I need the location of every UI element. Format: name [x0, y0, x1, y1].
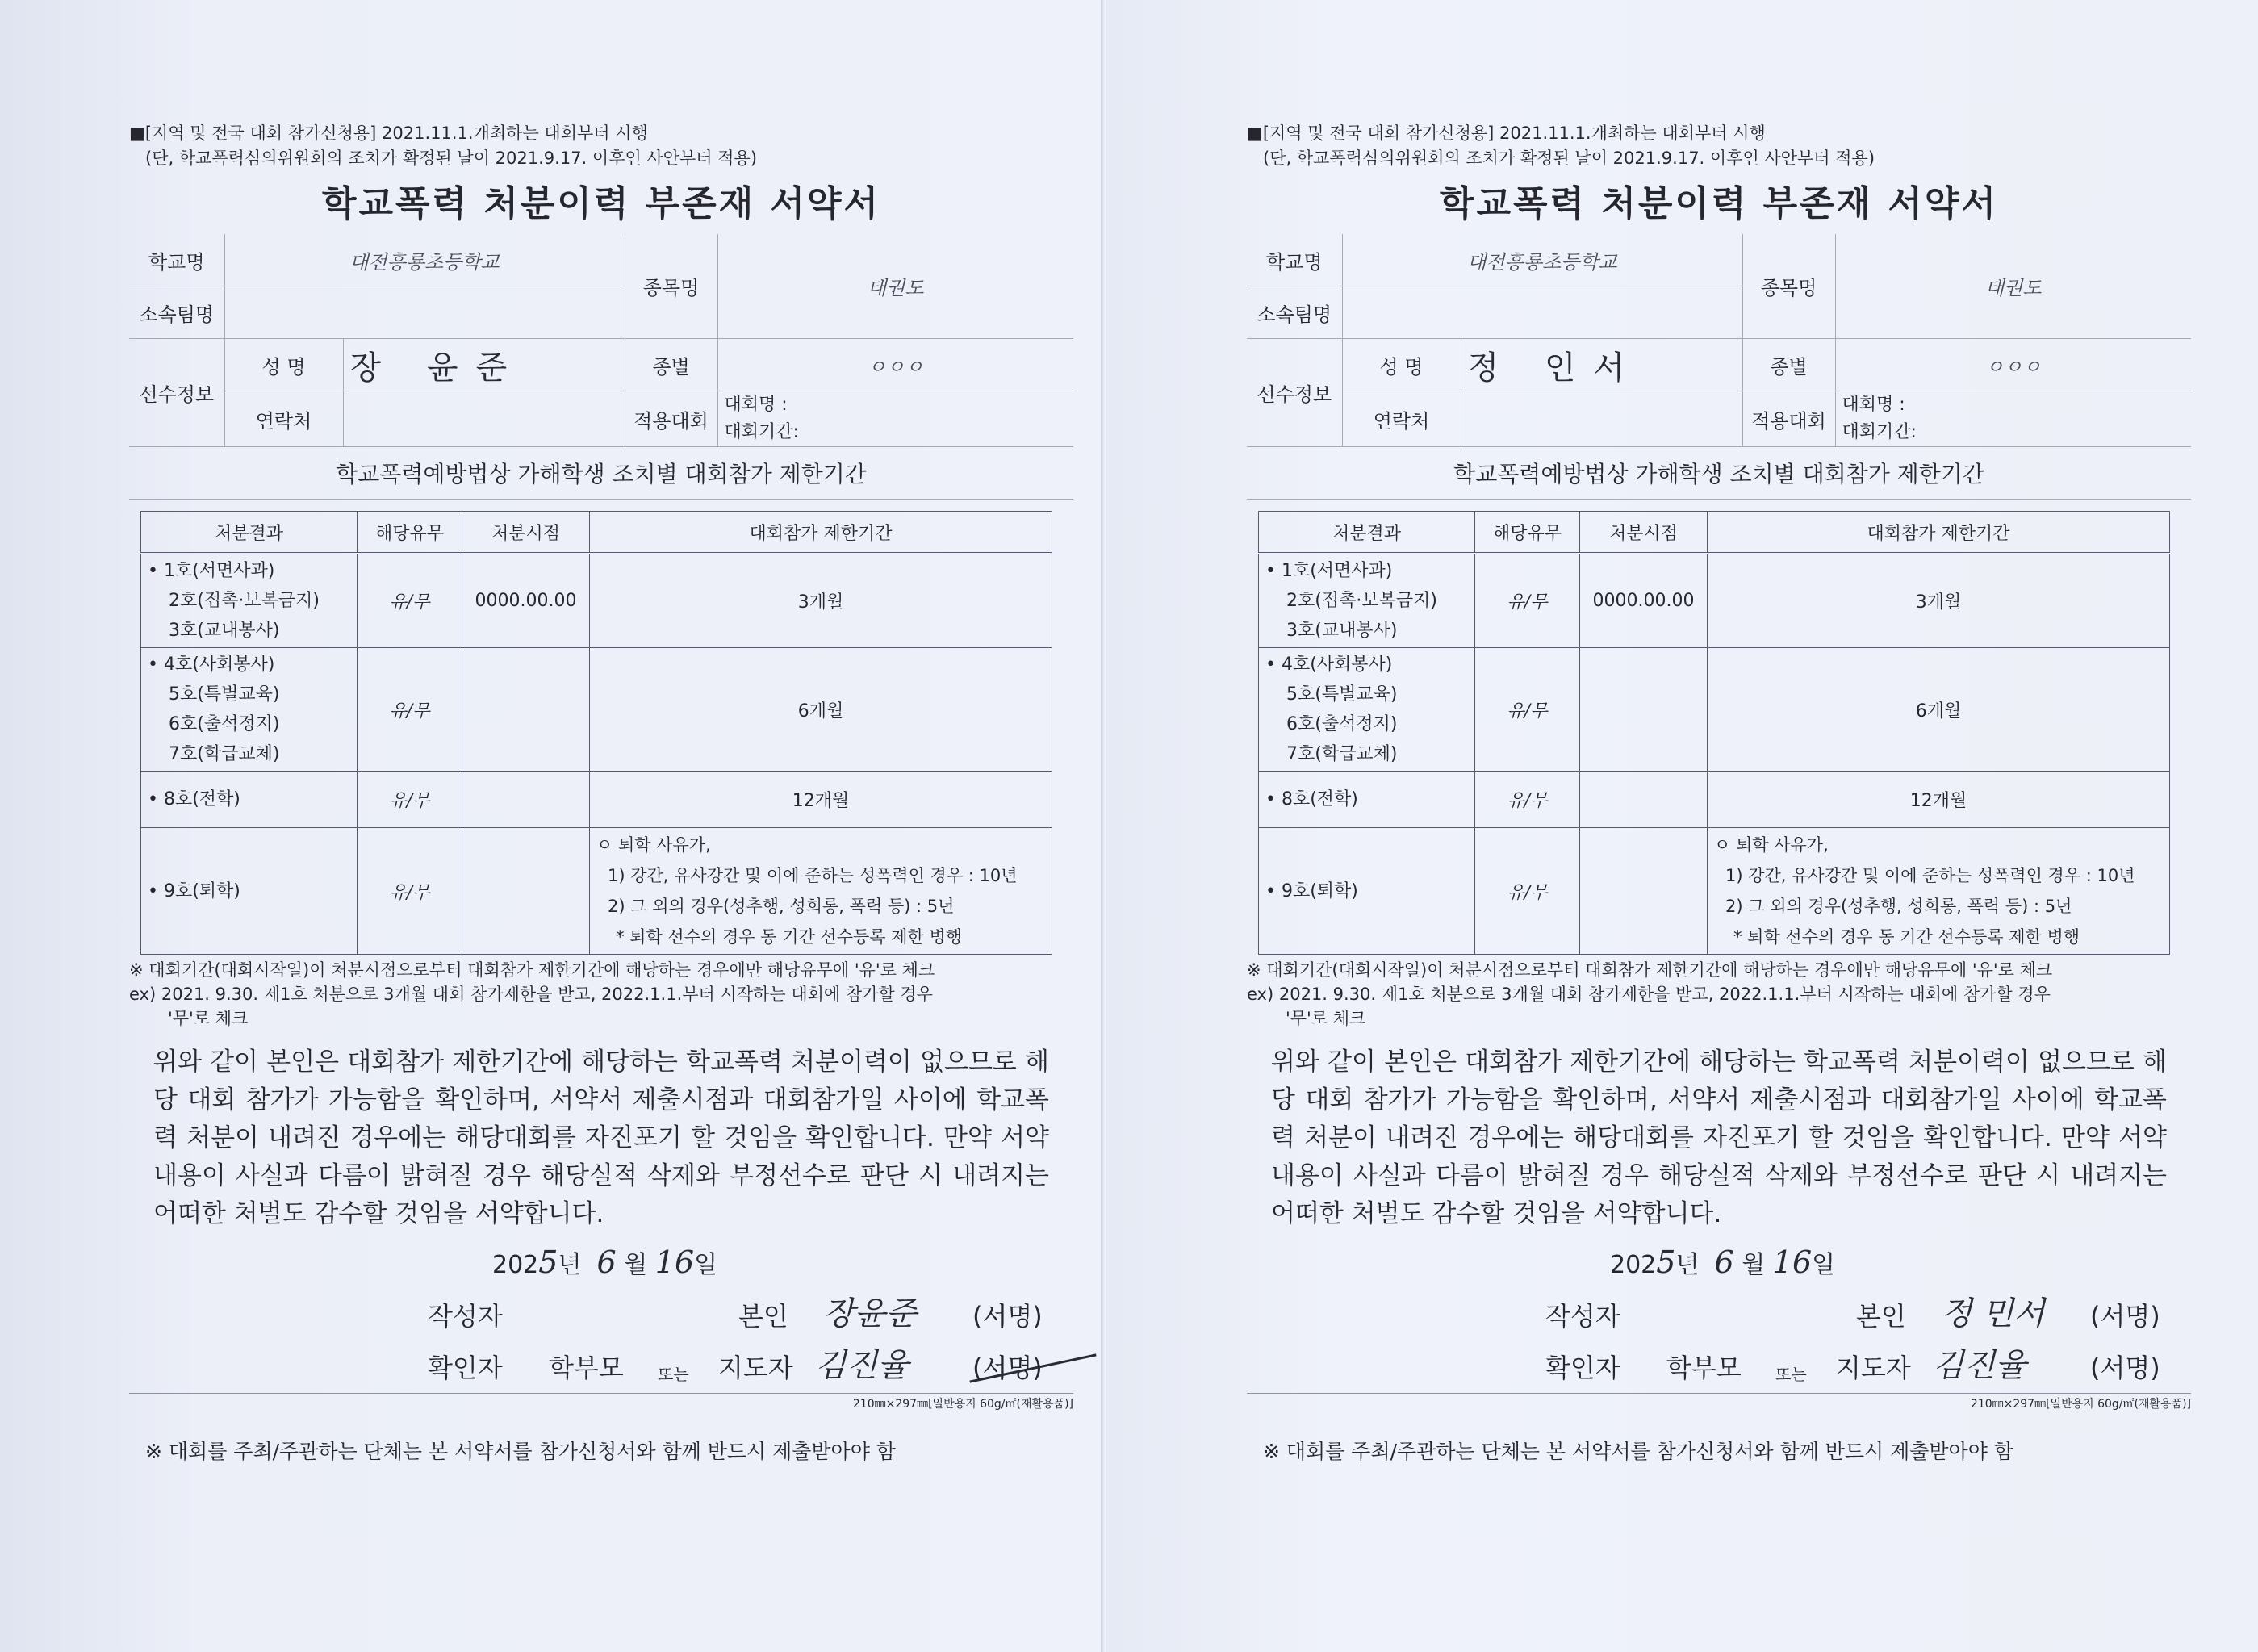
- disposition-item: 7호(학급교체): [1286, 744, 1398, 764]
- note-line: ※ 대회기간(대회시작일)이 처분시점으로부터 대회참가 제한기간에 해당하는 경우에만 해당유무에 '유'로 체크: [129, 960, 935, 980]
- detail-line: ㅇ 퇴학 사유가,: [596, 835, 711, 855]
- confirmer-row: [1247, 1340, 2191, 1386]
- disposition-item: • 4호(사회봉사): [1265, 655, 1393, 675]
- school-value: 대전흥룡초등학교: [1342, 234, 1742, 286]
- restriction-subtitle: 학교폭력예방법상 가해학생 조치별 대회참가 제한기간: [129, 447, 1073, 500]
- event-value: 태권도: [1835, 234, 2191, 339]
- self-signature: 장윤준: [823, 1295, 917, 1332]
- table-row: [141, 648, 1052, 772]
- table-row: [141, 772, 1052, 828]
- disposition-item: 7호(학급교체): [169, 744, 280, 764]
- applicable-mark: 유/무: [1475, 772, 1580, 828]
- player-info-label: 선수정보: [129, 339, 224, 447]
- year-handwritten: 5: [538, 1244, 558, 1280]
- column-header: 대회참가 제한기간: [590, 512, 1052, 554]
- pledge-body: 위와 같이 본인은 대회참가 제한기간에 해당하는 학교폭력 처분이력이 없으므로 해당 대회 참가가 가능함을 확인하며, 서약서 제출시점과 대회참가일 사이에 학교폭력 처분이 내려진 경우에는 해당대회를 자진포기 할 것임을 확인합니다. 만약 서약내용이 사실과 다름이 밝혀질 경우 해당실적 삭제와 부정선수로 판단 시 내려지는 어떠한 처벌도 감수할 것임을 서약합니다.: [1271, 1048, 2167, 1228]
- disposition-item: 3호(교내봉사): [1286, 621, 1398, 641]
- info-table: [1247, 234, 2191, 447]
- note-line: ※ 대회기간(대회시작일)이 처분시점으로부터 대회참가 제한기간에 해당하는 경우에만 해당유무에 '유'로 체크: [1247, 960, 2053, 980]
- disposition-item: 5호(특별교육): [1286, 684, 1398, 705]
- header-line-1: ■[지역 및 전국 대회 참가신청용] 2021.11.1.개최하는 대회부터 시행: [129, 123, 648, 143]
- disposition-item: • 8호(전학): [1265, 789, 1358, 809]
- restriction-period: 12개월: [1708, 772, 2170, 828]
- disposition-date: [462, 828, 590, 955]
- note-line: ex) 2021. 9.30. 제1호 처분으로 3개월 대회 참가제한을 받고, 2022.1.1.부터 시작하는 대회에 참가할 경우: [129, 985, 933, 1004]
- writer-row: [129, 1286, 1073, 1333]
- year-prefix: 202: [492, 1251, 539, 1279]
- applied-competition: [1835, 391, 2191, 447]
- sign-tag: (서명): [2090, 1353, 2160, 1383]
- year-prefix: 202: [1610, 1251, 1657, 1279]
- disposition-table: [1258, 511, 2170, 955]
- applicable-mark: 유/무: [1475, 554, 1580, 648]
- applicable-mark: 유/무: [358, 828, 462, 955]
- table-row: [1259, 772, 2170, 828]
- detail-line: 2) 그 외의 경우(성추행, 성희롱, 폭력 등) : 5년: [608, 897, 955, 916]
- month-handwritten: 6: [596, 1244, 617, 1280]
- applicable-mark: 유/무: [1475, 828, 1580, 955]
- disposition-items: [141, 554, 358, 648]
- competition-name-label: 대회명 :: [1842, 395, 1905, 415]
- column-header: 해당유무: [1475, 512, 1580, 554]
- month-suffix: 월: [1742, 1251, 1766, 1279]
- gender-label: 종별: [625, 339, 717, 391]
- disposition-item: • 4호(사회봉사): [148, 655, 275, 675]
- day-handwritten: 16: [654, 1244, 695, 1280]
- disposition-date: [462, 772, 590, 828]
- document-title: 학교폭력 처분이력 부존재 서약서: [1439, 183, 1998, 224]
- table-row: [1259, 554, 2170, 648]
- team-label: 소속팀명: [129, 286, 224, 339]
- disposition-date: 0000.00.00: [462, 554, 590, 648]
- event-label: 종목명: [625, 234, 717, 339]
- school-label: 학교명: [129, 234, 224, 286]
- coach-signature: 김진율: [815, 1347, 909, 1384]
- gender-label: 종별: [1742, 339, 1835, 391]
- detail-line: * 퇴학 선수의 경우 동 기간 선수등록 제한 병행: [616, 927, 963, 947]
- disposition-item: 2호(접촉·보복금지): [1286, 591, 1437, 611]
- document-title: 학교폭력 처분이력 부존재 서약서: [321, 183, 880, 224]
- disposition-items: [141, 772, 358, 828]
- month-suffix: 월: [624, 1251, 648, 1279]
- team-value: [224, 286, 625, 339]
- column-header: 처분결과: [141, 512, 358, 554]
- or-label: 또는: [1775, 1365, 1807, 1384]
- applied-label: 적용대회: [1742, 391, 1835, 447]
- table-row: [141, 554, 1052, 648]
- applicable-mark: 유/무: [358, 648, 462, 772]
- disposition-date: [1580, 772, 1708, 828]
- disposition-item: • 8호(전학): [148, 789, 240, 809]
- table-header-row: [141, 512, 1052, 554]
- writer-label: 작성자: [428, 1301, 503, 1332]
- sign-tag: (서명): [972, 1301, 1043, 1332]
- disposition-date: [1580, 648, 1708, 772]
- competition-period-label: 대회기간:: [724, 422, 799, 442]
- year-suffix: 년: [558, 1251, 582, 1279]
- note-line: ex) 2021. 9.30. 제1호 처분으로 3개월 대회 참가제한을 받고, 2022.1.1.부터 시작하는 대회에 참가할 경우: [1247, 985, 2051, 1004]
- disposition-item: 6호(출석정지): [1286, 714, 1398, 734]
- disposition-date: 0000.00.00: [1580, 554, 1708, 648]
- competition-period-label: 대회기간:: [1842, 422, 1917, 442]
- day-handwritten: 16: [1772, 1244, 1813, 1280]
- writer-row: [1247, 1286, 2191, 1333]
- competition-name-label: 대회명 :: [724, 395, 788, 415]
- pledge-form-right: [1247, 121, 2191, 1465]
- restriction-period: 3개월: [590, 554, 1052, 648]
- restriction-period: 12개월: [590, 772, 1052, 828]
- table-row: [141, 828, 1052, 955]
- self-label: 본인: [738, 1301, 788, 1332]
- confirmer-label: 확인자: [1545, 1353, 1620, 1383]
- confirmer-row: [129, 1340, 1073, 1386]
- applicable-mark: 유/무: [358, 772, 462, 828]
- player-name-handwritten: 장 윤준: [343, 339, 625, 391]
- applicable-mark: 유/무: [358, 554, 462, 648]
- school-label: 학교명: [1247, 234, 1342, 286]
- confirmer-label: 확인자: [428, 1353, 503, 1383]
- footnote: ※ 대회를 주최/주관하는 단체는 본 서약서를 참가신청서와 함께 반드시 제출받아야 함: [145, 1440, 896, 1463]
- disposition-items: [1259, 554, 1475, 648]
- restriction-period-detail: [590, 828, 1052, 955]
- contact-label: 연락처: [1342, 391, 1461, 447]
- name-label: 성 명: [224, 339, 343, 391]
- disposition-table: [140, 511, 1052, 955]
- table-header-row: [1259, 512, 2170, 554]
- disposition-date: [462, 648, 590, 772]
- gender-value: ㅇㅇㅇ: [1835, 339, 2191, 391]
- disposition-item: • 1호(서면사과): [148, 561, 275, 581]
- restriction-period: 6개월: [1708, 648, 2170, 772]
- column-header: 처분결과: [1259, 512, 1475, 554]
- header-line-1: ■[지역 및 전국 대회 참가신청용] 2021.11.1.개최하는 대회부터 시행: [1247, 123, 1766, 143]
- restriction-period: 3개월: [1708, 554, 2170, 648]
- team-label: 소속팀명: [1247, 286, 1342, 339]
- column-header: 처분시점: [462, 512, 590, 554]
- parent-label: 학부모: [549, 1353, 624, 1383]
- self-label: 본인: [1856, 1301, 1906, 1332]
- restriction-period-detail: [1708, 828, 2170, 955]
- paper-spec: 210㎜×297㎜[일반용지 60g/㎡(재활용품)]: [1970, 1398, 2191, 1411]
- column-header: 대회참가 제한기간: [1708, 512, 2170, 554]
- coach-label: 지도자: [718, 1353, 793, 1383]
- contact-label: 연락처: [224, 391, 343, 447]
- year-handwritten: 5: [1656, 1244, 1676, 1280]
- restriction-subtitle: 학교폭력예방법상 가해학생 조치별 대회참가 제한기간: [1247, 447, 2191, 500]
- day-suffix: 일: [1812, 1251, 1836, 1279]
- pledge-form-left: [129, 121, 1073, 1465]
- table-row: [1259, 648, 2170, 772]
- month-handwritten: 6: [1714, 1244, 1734, 1280]
- event-value: 태권도: [717, 234, 1073, 339]
- name-label: 성 명: [1342, 339, 1461, 391]
- detail-line: * 퇴학 선수의 경우 동 기간 선수등록 제한 병행: [1733, 927, 2080, 947]
- disposition-item: 5호(특별교육): [169, 684, 280, 705]
- contact-value: [343, 391, 625, 447]
- school-value: 대전흥룡초등학교: [224, 234, 625, 286]
- divider: [129, 1393, 1073, 1394]
- left-document-sheet: [0, 0, 1106, 1652]
- applied-label: 적용대회: [625, 391, 717, 447]
- notes: [1247, 958, 2191, 1031]
- player-info-label: 선수정보: [1247, 339, 1342, 447]
- note-line: '무'로 체크: [168, 1009, 249, 1028]
- self-signature: 정 민서: [1941, 1295, 2045, 1332]
- note-line: '무'로 체크: [1286, 1009, 1366, 1028]
- column-header: 해당유무: [358, 512, 462, 554]
- detail-line: ㅇ 퇴학 사유가,: [1714, 835, 1829, 855]
- disposition-item: 2호(접촉·보복금지): [169, 591, 320, 611]
- disposition-item: 6호(출석정지): [169, 714, 280, 734]
- detail-line: 1) 강간, 유사강간 및 이에 준하는 성폭력인 경우 : 10년: [608, 866, 1018, 885]
- applied-competition: [717, 391, 1073, 447]
- signing-date: [492, 1244, 1073, 1280]
- table-row: [1259, 828, 2170, 955]
- contact-value: [1461, 391, 1742, 447]
- sign-tag: (서명): [2090, 1301, 2160, 1332]
- header-line-2: (단, 학교폭력심의위원회의 조치가 확정된 날이 2021.9.17. 이후인 사안부터 적용): [1263, 148, 1875, 168]
- footnote: ※ 대회를 주최/주관하는 단체는 본 서약서를 참가신청서와 함께 반드시 제출받아야 함: [1263, 1440, 2013, 1463]
- restriction-period: 6개월: [590, 648, 1052, 772]
- disposition-items: [141, 648, 358, 772]
- year-suffix: 년: [1675, 1251, 1700, 1279]
- detail-line: 2) 그 외의 경우(성추행, 성희롱, 폭력 등) : 5년: [1725, 897, 2072, 916]
- header-line-2: (단, 학교폭력심의위원회의 조치가 확정된 날이 2021.9.17. 이후인 사안부터 적용): [145, 148, 758, 168]
- disposition-items: [1259, 828, 1475, 955]
- or-label: 또는: [658, 1365, 689, 1384]
- day-suffix: 일: [694, 1251, 718, 1279]
- column-header: 처분시점: [1580, 512, 1708, 554]
- applicable-mark: 유/무: [1475, 648, 1580, 772]
- event-label: 종목명: [1742, 234, 1835, 339]
- detail-line: 1) 강간, 유사강간 및 이에 준하는 성폭력인 경우 : 10년: [1725, 866, 2135, 885]
- notes: [129, 958, 1073, 1031]
- disposition-items: [141, 828, 358, 955]
- disposition-item: • 9호(퇴학): [1265, 880, 1358, 901]
- sign-tag: (서명): [972, 1353, 1043, 1383]
- paper-spec: 210㎜×297㎜[일반용지 60g/㎡(재활용품)]: [852, 1398, 1073, 1411]
- info-table: [129, 234, 1073, 447]
- disposition-item: 3호(교내봉사): [169, 621, 280, 641]
- signing-date: [1610, 1244, 2191, 1280]
- player-name-handwritten: 정 인서: [1461, 339, 1742, 391]
- disposition-items: [1259, 772, 1475, 828]
- disposition-item: • 1호(서면사과): [1265, 561, 1393, 581]
- divider: [1247, 1393, 2191, 1394]
- disposition-date: [1580, 828, 1708, 955]
- writer-label: 작성자: [1545, 1301, 1620, 1332]
- disposition-items: [1259, 648, 1475, 772]
- disposition-item: • 9호(퇴학): [148, 880, 240, 901]
- pledge-body: 위와 같이 본인은 대회참가 제한기간에 해당하는 학교폭력 처분이력이 없으므로 해당 대회 참가가 가능함을 확인하며, 서약서 제출시점과 대회참가일 사이에 학교폭력 처분이 내려진 경우에는 해당대회를 자진포기 할 것임을 확인합니다. 만약 서약내용이 사실과 다름이 밝혀질 경우 해당실적 삭제와 부정선수로 판단 시 내려지는 어떠한 처벌도 감수할 것임을 서약합니다.: [153, 1048, 1049, 1228]
- team-value: [1342, 286, 1742, 339]
- right-document-sheet: [1106, 0, 2258, 1652]
- gender-value: ㅇㅇㅇ: [717, 339, 1073, 391]
- coach-label: 지도자: [1836, 1353, 1911, 1383]
- coach-signature: 김진율: [1933, 1347, 2026, 1384]
- parent-label: 학부모: [1666, 1353, 1742, 1383]
